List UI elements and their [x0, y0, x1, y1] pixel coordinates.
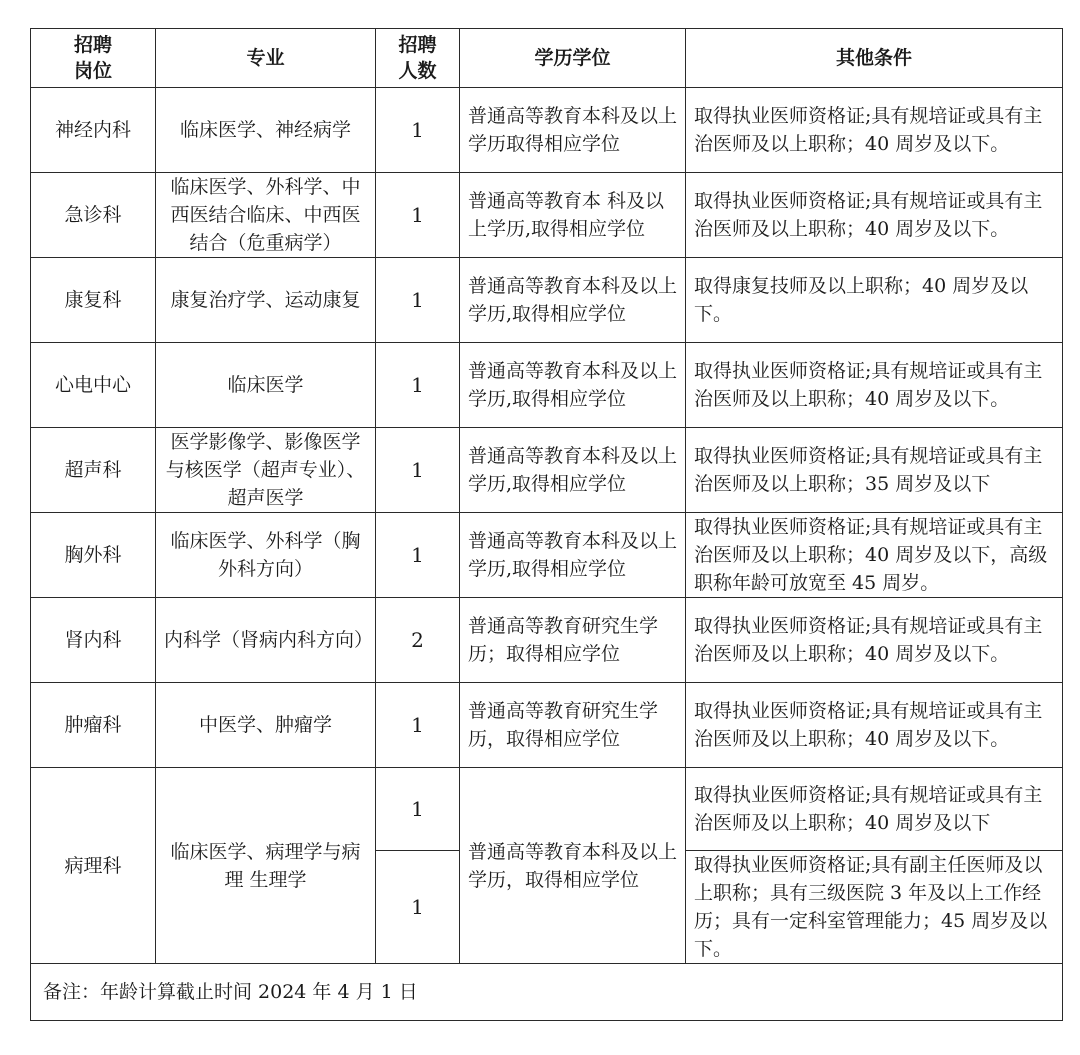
cell-count: 1: [376, 343, 460, 428]
cell-other: 取得执业医师资格证;具有规培证或具有主治医师及以上职称；40 周岁及以下。: [686, 88, 1063, 173]
cell-major: 临床医学: [156, 343, 376, 428]
cell-major: 临床医学、外科学、中西医结合临床、中西医结合（危重病学）: [156, 173, 376, 258]
cell-education: 普通高等教育本科及以上学历,取得相应学位: [460, 513, 686, 598]
cell-count: 1: [376, 851, 460, 964]
cell-count: 1: [376, 768, 460, 851]
cell-education: 普通高等教育本科及以上学历,取得相应学位: [460, 428, 686, 513]
header-position: 招聘 岗位: [31, 29, 156, 88]
cell-major: 临床医学、病理学与病理 生理学: [156, 768, 376, 964]
cell-count: 1: [376, 258, 460, 343]
cell-other: 取得执业医师资格证;具有规培证或具有主治医师及以上职称；40 周岁及以下。: [686, 343, 1063, 428]
cell-count: 1: [376, 428, 460, 513]
header-count: 招聘 人数: [376, 29, 460, 88]
cell-position: 病理科: [31, 768, 156, 964]
table-row: [31, 88, 1063, 173]
cell-major: 康复治疗学、运动康复: [156, 258, 376, 343]
cell-major: 中医学、肿瘤学: [156, 683, 376, 768]
cell-education: 普通高等教育本科及以上学历,取得相应学位: [460, 258, 686, 343]
cell-count: 2: [376, 598, 460, 683]
cell-education: 普通高等教育本 科及以上学历,取得相应学位: [460, 173, 686, 258]
table-row: [31, 513, 1063, 598]
cell-other: 取得康复技师及以上职称；40 周岁及以下。: [686, 258, 1063, 343]
cell-other: 取得执业医师资格证;具有规培证或具有主治医师及以上职称；40 周岁及以下。: [686, 598, 1063, 683]
table-row: [31, 258, 1063, 343]
cell-count: 1: [376, 173, 460, 258]
cell-position: 胸外科: [31, 513, 156, 598]
cell-position: 神经内科: [31, 88, 156, 173]
table-row: [31, 683, 1063, 768]
cell-other: 取得执业医师资格证;具有规培证或具有主治医师及以上职称；40 周岁及以下。: [686, 173, 1063, 258]
table-row-pathology: [31, 768, 1063, 851]
recruitment-table: [30, 28, 1063, 1021]
cell-education: 普通高等教育本科及以上学历,取得相应学位: [460, 343, 686, 428]
cell-major: 内科学（肾病内科方向）: [156, 598, 376, 683]
cell-count: 1: [376, 683, 460, 768]
cell-other: 取得执业医师资格证;具有规培证或具有主治医师及以上职称；40 周岁及以下。: [686, 683, 1063, 768]
header-education: 学历学位: [460, 29, 686, 88]
cell-position: 超声科: [31, 428, 156, 513]
cell-position: 康复科: [31, 258, 156, 343]
cell-major: 医学影像学、影像医学与核医学（超声专业）、超声医学: [156, 428, 376, 513]
cell-education: 普通高等教育本科及以上学历，取得相应学位: [460, 768, 686, 964]
cell-education: 普通高等教育本科及以上学历取得相应学位: [460, 88, 686, 173]
cell-major: 临床医学、外科学（胸外科方向）: [156, 513, 376, 598]
cell-other: 取得执业医师资格证;具有规培证或具有主治医师及以上职称；40 周岁及以下，高级职称年龄可放宽至 45 周岁。: [686, 513, 1063, 598]
cell-other: 取得执业医师资格证;具有副主任医师及以上职称；具有三级医院 3 年及以上工作经历；具有一定科室管理能力；45 周岁及以下。: [686, 851, 1063, 964]
cell-count: 1: [376, 513, 460, 598]
cell-major: 临床医学、神经病学: [156, 88, 376, 173]
cell-other: 取得执业医师资格证;具有规培证或具有主治医师及以上职称；40 周岁及以下: [686, 768, 1063, 851]
cell-position: 肾内科: [31, 598, 156, 683]
table-row: [31, 173, 1063, 258]
cell-position: 急诊科: [31, 173, 156, 258]
cell-position: 心电中心: [31, 343, 156, 428]
cell-education: 普通高等教育研究生学历，取得相应学位: [460, 683, 686, 768]
table-header-row: [31, 29, 1063, 88]
table-note-row: [31, 964, 1063, 1021]
header-other: 其他条件: [686, 29, 1063, 88]
table-row: [31, 598, 1063, 683]
note-text: 备注：年龄计算截止时间 2024 年 4 月 1 日: [31, 964, 1063, 1021]
cell-other: 取得执业医师资格证;具有规培证或具有主治医师及以上职称；35 周岁及以下: [686, 428, 1063, 513]
table-row: [31, 428, 1063, 513]
cell-position: 肿瘤科: [31, 683, 156, 768]
header-major: 专业: [156, 29, 376, 88]
cell-count: 1: [376, 88, 460, 173]
cell-education: 普通高等教育研究生学历；取得相应学位: [460, 598, 686, 683]
table-row: [31, 343, 1063, 428]
